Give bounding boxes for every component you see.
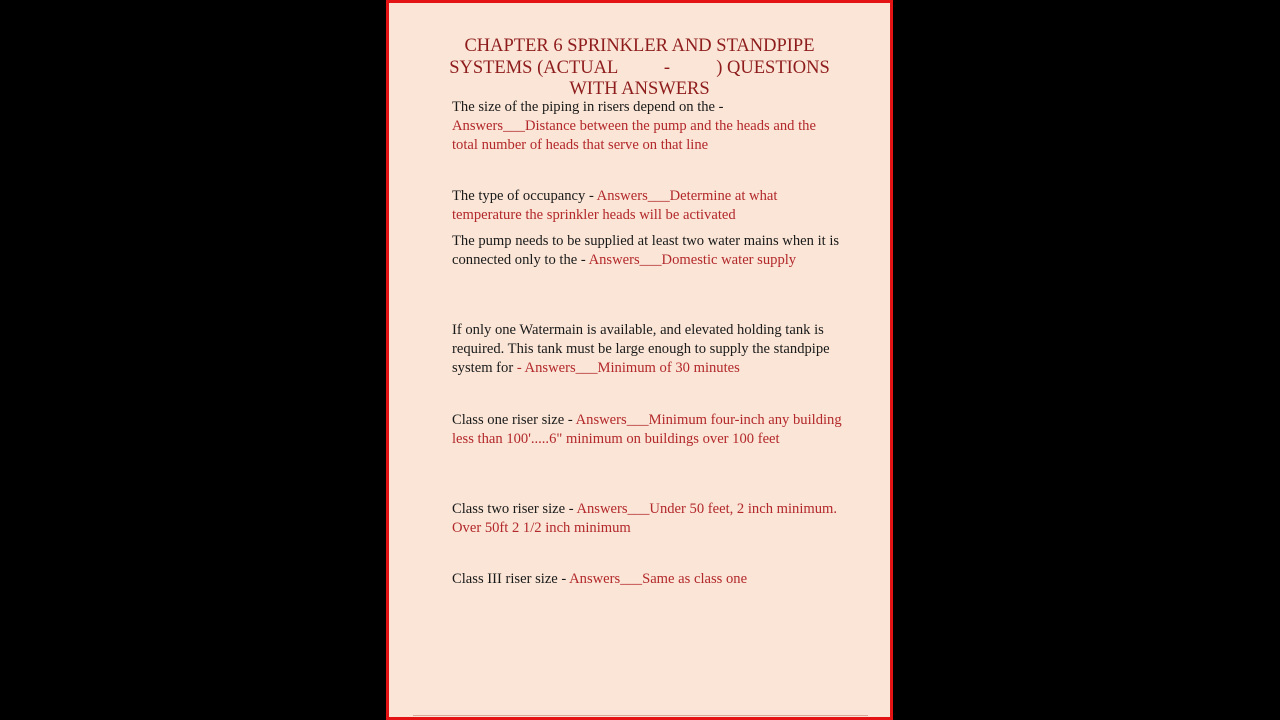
question-text: Class III riser size - [452,571,570,587]
bottom-divider [413,715,868,716]
qa-item-2 [452,187,842,225]
question-text: The size of the piping in risers depend on the - [452,99,724,115]
answer-text: Answers___Under 50 feet, 2 inch minimum. Over 50ft 2 1/2 inch minimum [452,501,838,536]
answer-text: Answers___Same as class one [569,571,748,587]
answer-text: Answers___Distance between the pump and the heads and the total number of heads that serve on that line [452,118,816,153]
qa-item-6 [452,500,842,538]
title-line-1: CHAPTER 6 SPRINKLER AND STANDPIPE [464,36,815,56]
document-page [386,0,893,720]
question-text: Class one riser size - [452,412,576,428]
answer-text: - Answers___Minimum of 30 minutes [516,360,740,376]
qa-item-1 [452,98,842,155]
answer-text: Answers___Determine at what temperature the sprinkler heads will be activated [452,188,778,223]
qa-item-7 [452,570,842,589]
question-text: The type of occupancy - [452,188,597,204]
document-title [389,36,890,101]
question-text: Class two riser size - [452,501,577,517]
qa-item-3 [452,232,842,270]
answer-text: Answers___Domestic water supply [588,252,797,268]
question-text: If only one Watermain is available, and elevated holding tank is required. This tank must be large enough to supply the standpipe system for [452,322,830,376]
answer-text: Answers___Minimum four-inch any building less than 100'.....6" minimum on buildings over 100 feet [452,412,842,447]
qa-item-5 [452,411,842,449]
title-line-3: WITH ANSWERS [569,79,710,99]
question-text: The pump needs to be supplied at least two water mains when it is connected only to the - [452,233,840,268]
qa-item-4 [452,321,842,378]
title-line-2: SYSTEMS (ACTUAL - ) QUESTIONS [449,57,830,78]
